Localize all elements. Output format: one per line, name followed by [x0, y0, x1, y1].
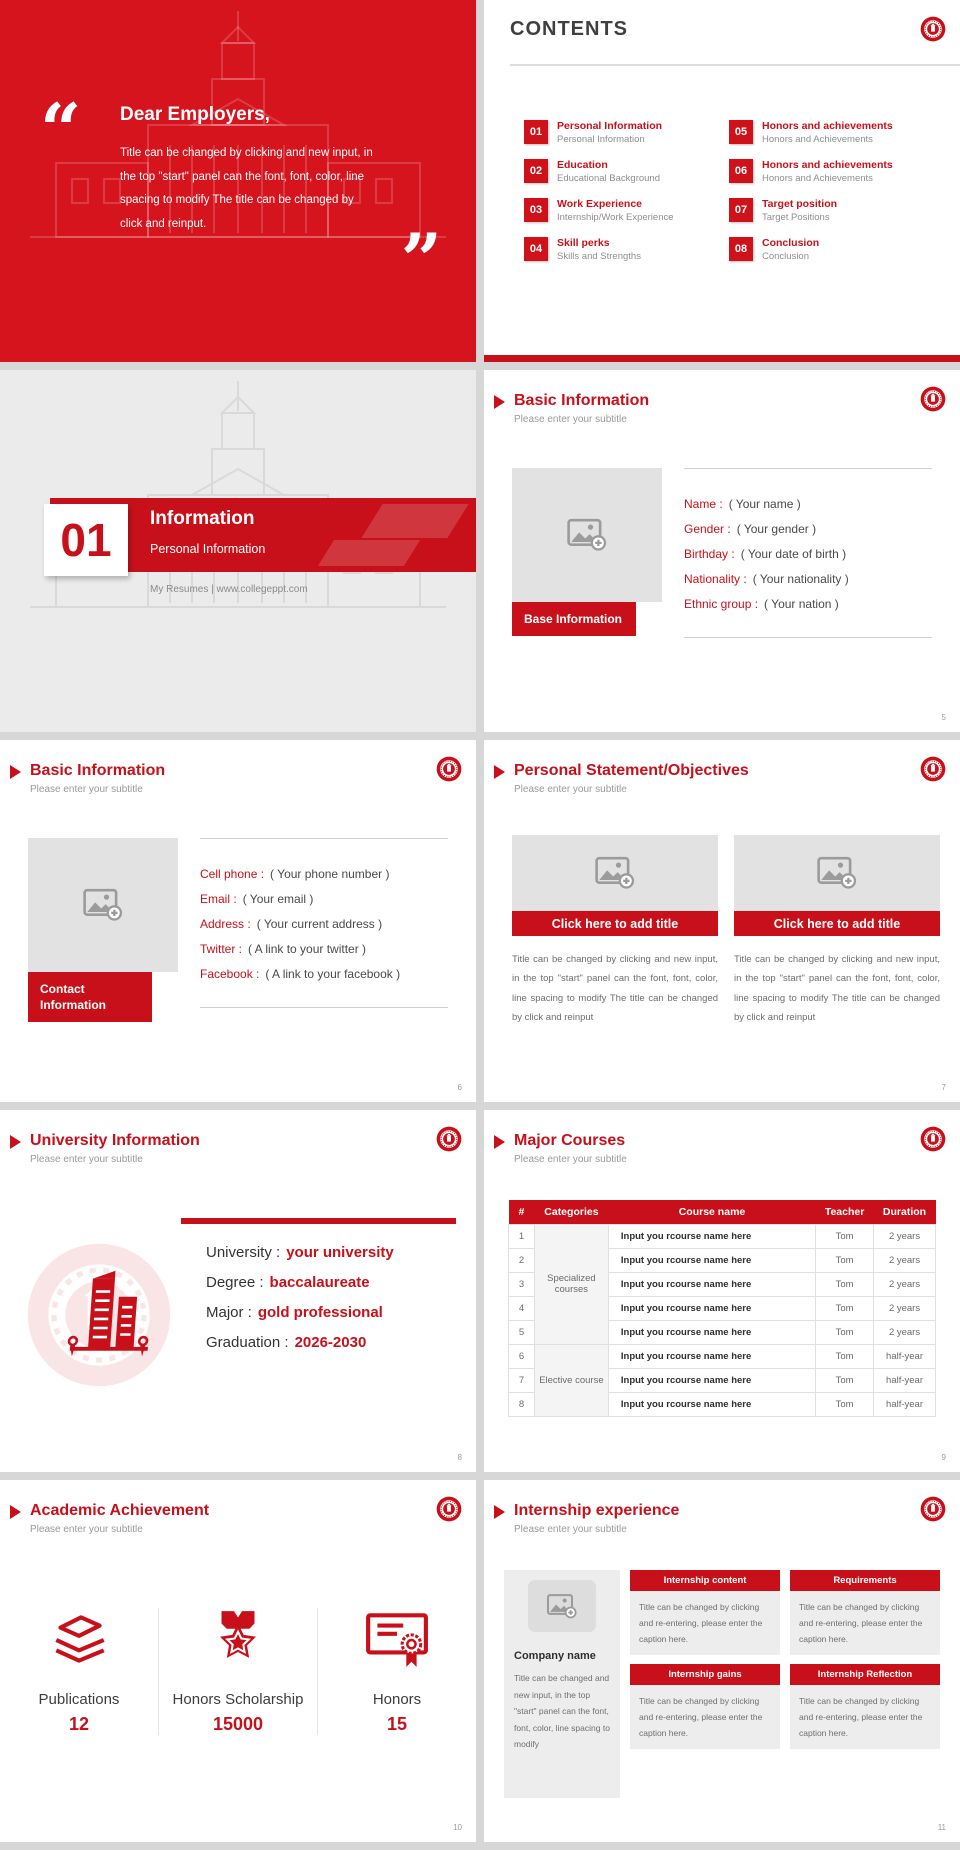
slide-title: Internship experience — [514, 1502, 680, 1519]
triangle-bullet-icon — [10, 1135, 21, 1149]
cell-teacher: Tom — [816, 1320, 874, 1344]
page-number: 9 — [941, 1453, 946, 1462]
cell-title-bar: Requirements — [790, 1570, 940, 1591]
statement-card — [512, 835, 718, 1028]
field-label: Degree : — [206, 1274, 264, 1291]
toc-item-title: Skill perks — [557, 237, 610, 250]
card-caption: Title can be changed by clicking and new input, in the top "start" panel can the font, font, color, line spacing to modify The title can be changed by click and reinput — [512, 954, 718, 1024]
field-label: University : — [206, 1244, 281, 1261]
cell-duration: 2 years — [874, 1248, 936, 1272]
col-header: # — [509, 1200, 535, 1224]
university-card — [20, 1218, 456, 1390]
cell-caption: Title can be changed by clicking and re-entering, please enter the caption here. — [630, 1591, 780, 1655]
card-title-bar: Click here to add title — [512, 911, 718, 936]
field-label: Facebook : — [200, 967, 260, 981]
courses-table — [508, 1200, 936, 1417]
cell-course: Input you rcourse name here — [608, 1344, 815, 1368]
slide-title: Personal Statement/Objectives — [514, 762, 749, 779]
add-image-icon — [546, 1593, 578, 1620]
field-row — [684, 547, 932, 561]
cell-duration: 2 years — [874, 1296, 936, 1320]
university-seal-icon — [920, 1126, 946, 1152]
slide-contact-information — [0, 740, 476, 1102]
col-header: Course name — [608, 1200, 815, 1224]
slide-subtitle: Please enter your subtitle — [30, 1154, 143, 1165]
cell-category: Specialized courses — [534, 1224, 608, 1344]
cell-teacher: Tom — [816, 1248, 874, 1272]
field-row — [684, 572, 932, 586]
cell-title-bar: Internship Reflection — [790, 1664, 940, 1685]
info-box-label: Contact Information — [28, 972, 152, 1022]
cell-caption: Title can be changed by clicking and re-entering, please enter the caption here. — [630, 1685, 780, 1749]
internship-cell — [630, 1570, 780, 1655]
toc-item — [524, 237, 729, 262]
slide-subtitle: Please enter your subtitle — [30, 784, 143, 795]
statement-card — [734, 835, 940, 1028]
field-row — [684, 522, 932, 536]
certificate-icon — [364, 1608, 430, 1670]
toc-item-subtitle: Internship/Work Experience — [557, 212, 674, 224]
cell-duration: 2 years — [874, 1272, 936, 1296]
university-seal-icon — [436, 1496, 462, 1522]
cell-num: 5 — [509, 1320, 535, 1344]
bottom-accent-bar — [484, 355, 960, 362]
triangle-bullet-icon — [494, 395, 505, 409]
section-number: 01 — [60, 514, 112, 566]
cell-teacher: Tom — [816, 1296, 874, 1320]
banner-decoration — [361, 504, 468, 538]
achievement-stats — [0, 1608, 476, 1735]
triangle-bullet-icon — [494, 765, 505, 779]
page-number: 7 — [941, 1083, 946, 1092]
slide-personal-statement — [484, 740, 960, 1102]
field-label: Cell phone : — [200, 867, 265, 881]
field-row — [206, 1334, 394, 1351]
field-row — [684, 597, 932, 611]
field-label: Gender : — [684, 522, 731, 536]
banner-decoration — [318, 540, 420, 566]
cell-teacher: Tom — [816, 1344, 874, 1368]
cell-title-bar: Internship content — [630, 1570, 780, 1591]
col-header: Duration — [874, 1200, 936, 1224]
books-icon — [46, 1608, 112, 1670]
add-image-icon — [566, 517, 608, 553]
cell-title-bar: Internship gains — [630, 1664, 780, 1685]
photo-placeholder — [28, 838, 178, 972]
toc-item — [524, 159, 729, 184]
open-quote-icon: “ — [40, 87, 82, 172]
add-image-icon — [82, 887, 124, 923]
field-label: Email : — [200, 892, 237, 906]
stat-value: 15 — [386, 1714, 408, 1734]
university-seal-icon — [436, 756, 462, 782]
field-label: Ethnic group : — [684, 597, 759, 611]
slide-title: Major Courses — [514, 1132, 626, 1149]
field-label: Address : — [200, 917, 251, 931]
cell-teacher: Tom — [816, 1224, 874, 1248]
cell-num: 3 — [509, 1272, 535, 1296]
toc-item-title: Honors and achievements — [762, 159, 893, 172]
field-value: gold professional — [257, 1304, 383, 1321]
card-accent-line — [181, 1218, 456, 1224]
field-value: your university — [286, 1244, 394, 1261]
cell-course: Input you rcourse name here — [608, 1320, 815, 1344]
section-number-box — [44, 504, 128, 576]
field-value: ( A link to your twitter ) — [248, 942, 367, 956]
cell-course: Input you rcourse name here — [608, 1272, 815, 1296]
card-caption: Title can be changed by clicking and new input, in the top "start" panel can the font, font, color, line spacing to modify The title can be changed by click and reinput — [734, 954, 940, 1024]
university-seal-icon — [920, 756, 946, 782]
cell-course: Input you rcourse name here — [608, 1368, 815, 1392]
toc-number-badge: 03 — [524, 198, 548, 222]
stat-value: 12 — [68, 1714, 90, 1734]
university-seal-icon — [436, 1126, 462, 1152]
field-row — [200, 892, 448, 906]
triangle-bullet-icon — [10, 1505, 21, 1519]
achievement-item — [0, 1608, 158, 1735]
cell-num: 4 — [509, 1296, 535, 1320]
achievement-item — [158, 1608, 317, 1735]
col-header: Teacher — [816, 1200, 874, 1224]
slide-title: Academic Achievement — [30, 1502, 210, 1519]
page-number: 10 — [453, 1823, 462, 1832]
toc-number-badge: 06 — [729, 159, 753, 183]
slide-title: Basic Information — [514, 392, 650, 409]
fields-list — [684, 468, 932, 638]
fields-list — [200, 838, 448, 1008]
cell-duration: half-year — [874, 1368, 936, 1392]
university-seal-icon — [920, 1496, 946, 1522]
photo-placeholder — [512, 835, 718, 911]
cell-num: 6 — [509, 1344, 535, 1368]
slide-academic-achievement — [0, 1480, 476, 1842]
cell-num: 7 — [509, 1368, 535, 1392]
slide-subtitle: Please enter your subtitle — [514, 1154, 627, 1165]
toc-number-badge: 05 — [729, 120, 753, 144]
photo-placeholder — [734, 835, 940, 911]
internship-cell — [790, 1570, 940, 1655]
toc-item — [524, 120, 729, 145]
cell-duration: half-year — [874, 1344, 936, 1368]
cell-caption: Title can be changed by clicking and re-entering, please enter the caption here. — [790, 1685, 940, 1749]
contents-title: CONTENTS — [510, 18, 628, 40]
section-footer: My Resumes | www.collegeppt.com — [150, 584, 308, 595]
field-row — [206, 1244, 394, 1261]
field-label: Birthday : — [684, 547, 735, 561]
field-label: Graduation : — [206, 1334, 289, 1351]
stat-label: Honors Scholarship — [172, 1691, 304, 1708]
company-caption: Title can be changed and new input, in the top "start" panel can the font, font, color, line spacing to modify — [514, 1673, 610, 1750]
triangle-bullet-icon — [494, 1135, 505, 1149]
cell-caption: Title can be changed by clicking and re-entering, please enter the caption here. — [790, 1591, 940, 1655]
slide-subtitle: Please enter your subtitle — [514, 784, 627, 795]
field-value: ( Your gender ) — [736, 522, 817, 536]
section-subtitle: Personal Information — [150, 542, 266, 556]
toc-item-title: Personal Information — [557, 120, 663, 132]
info-box-label: Base Information — [512, 602, 636, 636]
toc-item — [524, 198, 729, 223]
toc-item-subtitle: Honors and Achievements — [762, 173, 873, 185]
slide-subtitle: Please enter your subtitle — [514, 1524, 627, 1535]
col-header: Categories — [534, 1200, 608, 1224]
cell-category: Elective course — [534, 1344, 608, 1416]
toc-number-badge: 07 — [729, 198, 753, 222]
slide-cover — [0, 0, 476, 362]
field-value: ( Your current address ) — [256, 917, 383, 931]
field-label: Twitter : — [200, 942, 243, 956]
photo-placeholder — [528, 1580, 596, 1632]
slide-section-01 — [0, 370, 476, 732]
toc-item-subtitle: Educational Background — [557, 173, 660, 185]
triangle-bullet-icon — [10, 765, 21, 779]
university-fields — [206, 1244, 394, 1364]
field-row — [200, 867, 448, 881]
cover-body-text: Title can be changed by clicking and new input, in the top "start" panel can the font, font, color, line spacing to modify The title can be changed by click and reinput. — [120, 147, 373, 230]
university-seal-icon — [920, 386, 946, 412]
company-panel — [504, 1570, 620, 1798]
cover-title: Dear Employers, — [120, 104, 270, 125]
medal-icon — [205, 1608, 271, 1670]
cell-course: Input you rcourse name here — [608, 1296, 815, 1320]
slide-title: University Information — [30, 1132, 200, 1149]
field-value: ( Your name ) — [728, 497, 801, 511]
field-label: Nationality : — [684, 572, 747, 586]
cell-num: 2 — [509, 1248, 535, 1272]
campus-building-icon — [60, 1256, 164, 1374]
toc-item — [729, 198, 934, 223]
cell-teacher: Tom — [816, 1272, 874, 1296]
slide-major-courses — [484, 1110, 960, 1472]
field-value: ( Your email ) — [242, 892, 314, 906]
internship-cell — [790, 1664, 940, 1749]
field-value: ( A link to your facebook ) — [265, 967, 401, 981]
field-value: ( Your phone number ) — [270, 867, 390, 881]
toc-number-badge: 01 — [524, 120, 548, 144]
toc-item-title: Work Experience — [557, 198, 643, 211]
toc-item-title: Education — [557, 159, 608, 172]
toc-number-badge: 08 — [729, 237, 753, 261]
page-number: 11 — [937, 1823, 946, 1832]
toc-item-subtitle: Personal Information — [557, 134, 645, 146]
cell-duration: 2 years — [874, 1224, 936, 1248]
card-title-bar: Click here to add title — [734, 911, 940, 936]
slide-internship-experience — [484, 1480, 960, 1842]
triangle-bullet-icon — [494, 1505, 505, 1519]
toc-item — [729, 159, 934, 184]
field-row — [206, 1304, 394, 1321]
add-image-icon — [594, 855, 636, 891]
toc-item-subtitle: Skills and Strengths — [557, 251, 641, 263]
cell-num: 1 — [509, 1224, 535, 1248]
cell-duration: 2 years — [874, 1320, 936, 1344]
stat-value: 15000 — [212, 1714, 264, 1734]
close-quote-icon: ” — [400, 217, 442, 302]
university-seal-icon — [920, 16, 946, 42]
field-row — [684, 497, 932, 511]
toc-item-subtitle: Honors and Achievements — [762, 134, 873, 146]
cell-num: 8 — [509, 1392, 535, 1416]
cell-teacher: Tom — [816, 1392, 874, 1416]
toc-item — [729, 120, 934, 145]
slide-title: Basic Information — [30, 762, 166, 779]
slide-contents — [484, 0, 960, 362]
table-header-row — [509, 1200, 936, 1224]
toc-number-badge: 04 — [524, 237, 548, 261]
internship-grid — [630, 1570, 940, 1749]
page-number: 5 — [941, 713, 946, 722]
company-name: Company name — [514, 1650, 596, 1662]
toc-item-subtitle: Target Positions — [762, 212, 830, 224]
toc-item — [729, 237, 934, 262]
slide-subtitle: Please enter your subtitle — [514, 414, 627, 425]
slide-subtitle: Please enter your subtitle — [30, 1524, 143, 1535]
table-row — [509, 1344, 936, 1368]
field-value: 2026-2030 — [294, 1334, 367, 1351]
page-number: 6 — [457, 1083, 462, 1092]
toc-number-badge: 02 — [524, 159, 548, 183]
cell-course: Input you rcourse name here — [608, 1248, 815, 1272]
toc-list — [524, 120, 934, 262]
toc-item-title: Honors and achievements — [762, 120, 893, 132]
field-row — [206, 1274, 394, 1291]
slide-basic-information — [484, 370, 960, 732]
field-label: Name : — [684, 497, 723, 511]
cell-course: Input you rcourse name here — [608, 1224, 815, 1248]
internship-cell — [630, 1664, 780, 1749]
page-number: 8 — [457, 1453, 462, 1462]
field-label: Major : — [206, 1304, 252, 1321]
field-row — [200, 917, 448, 931]
add-image-icon — [816, 855, 858, 891]
stat-label: Honors — [372, 1691, 422, 1708]
section-title: Information — [150, 508, 255, 529]
slide-university-information — [0, 1110, 476, 1472]
cell-course: Input you rcourse name here — [608, 1392, 815, 1416]
toc-item-title: Target position — [762, 198, 838, 211]
field-row — [200, 967, 448, 981]
field-value: baccalaureate — [269, 1274, 370, 1291]
achievement-item — [317, 1608, 476, 1735]
field-row — [200, 942, 448, 956]
toc-item-title: Conclusion — [762, 237, 820, 250]
stat-label: Publications — [38, 1691, 120, 1708]
field-value: ( Your nation ) — [764, 597, 839, 611]
table-row — [509, 1224, 936, 1248]
field-value: ( Your date of birth ) — [740, 547, 847, 561]
cell-duration: half-year — [874, 1392, 936, 1416]
photo-placeholder — [512, 468, 662, 602]
field-value: ( Your nationality ) — [752, 572, 849, 586]
cell-teacher: Tom — [816, 1368, 874, 1392]
toc-item-subtitle: Conclusion — [762, 251, 809, 263]
divider — [510, 64, 960, 66]
